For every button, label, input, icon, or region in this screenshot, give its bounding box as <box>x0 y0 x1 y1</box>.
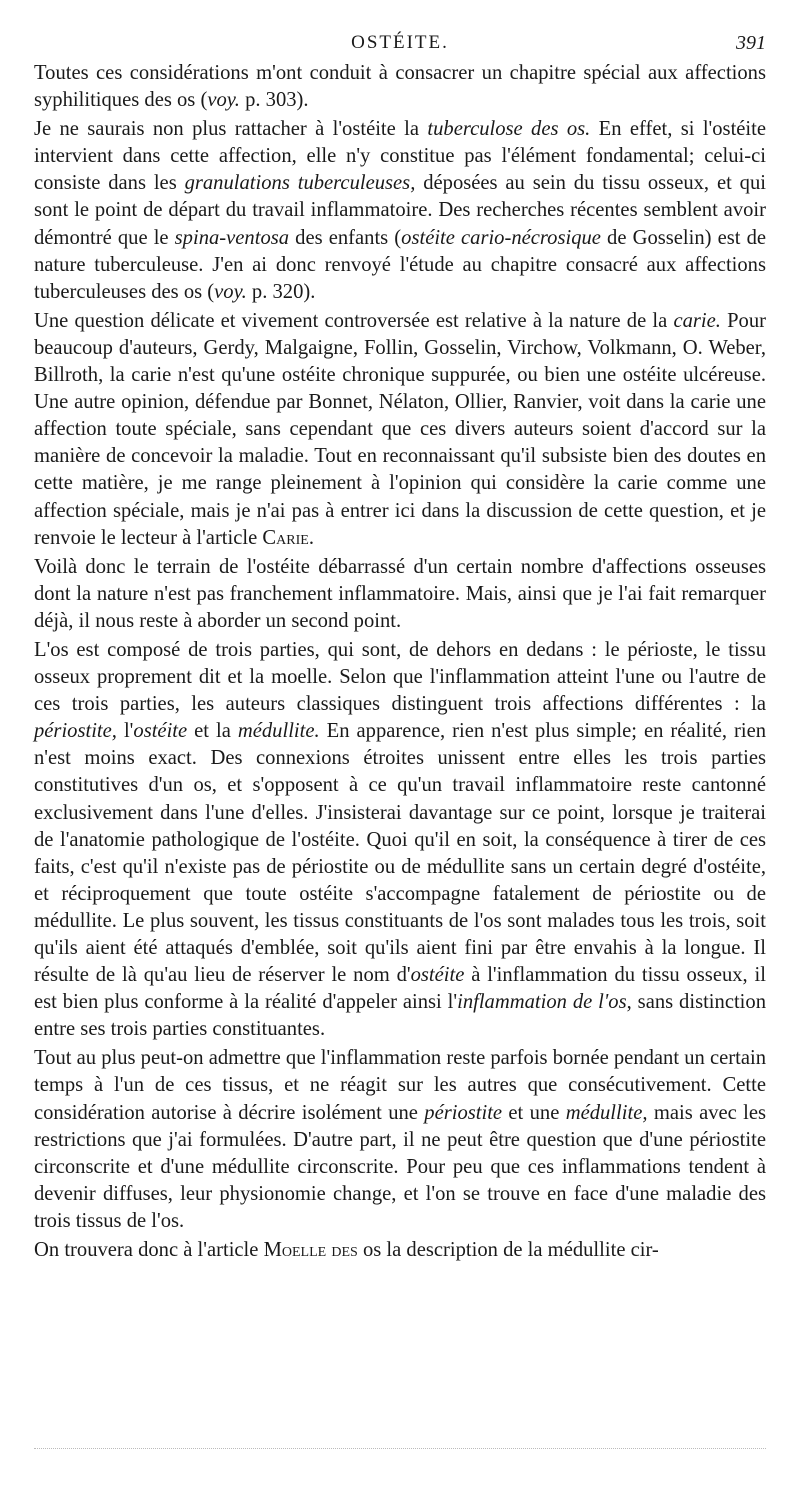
italic-run: médullite. <box>237 720 320 743</box>
text-run: L'os est composé de trois parties, qui sont, de dehors en dedans : le périoste, le tissu osseux proprement dit et la moelle. Selon que l'inflammation atteint l'une ou l'autre de ces trois parties, les auteurs classiques distinguent trois affections différentes : la <box>34 638 766 716</box>
italic-run: voy. <box>207 89 240 112</box>
paragraph-4 <box>34 554 766 635</box>
paragraph-3 <box>34 308 766 552</box>
italic-run: granulations tuberculeuses, <box>184 172 416 195</box>
text-run: os la description de la médullite cir- <box>357 1239 659 1262</box>
page-number: 391 <box>736 32 766 54</box>
text-run: Une question délicate et vivement controversée est relative à la nature de la <box>34 309 674 332</box>
text-run: p. 303). <box>239 89 309 112</box>
italic-run: ostéite <box>410 964 465 987</box>
paragraph-7 <box>34 1237 766 1264</box>
text-run: de Gosselin) est de nature tuberculeuse. J'en ai donc renvoyé l'étude au chapitre consacré aux affections tuberculeuses des os ( <box>34 226 767 303</box>
paragraph-6 <box>34 1045 766 1235</box>
text-run: Toutes ces considérations m'ont conduit à consacrer un chapitre spécial aux affections syphilitiques des os ( <box>34 62 766 112</box>
italic-run: ostéite <box>133 720 188 743</box>
italic-run: médullite, <box>565 1101 648 1124</box>
text-run: p. 320). <box>246 280 316 303</box>
text-run: mais avec les restrictions que j'ai formulées. D'autre part, il ne peut être question que d'une périostite circonscrite et d'une médullite circonscrite. Pour peu que ces inflammations tendent à devenir diffuses, leur physionomie change, et l'on se trouve en face d'une maladie des trois tissus de l'os. <box>34 1101 767 1232</box>
text-run: Pour beaucoup d'auteurs, Gerdy, Malgaigne, Follin, Gosselin, Virchow, Volkmann, O. Weber, Billroth, la carie n'est qu'une ostéite chronique suppurée, ou bien une ostéite ulcéreuse. Une autre opinion, défendue par Bonnet, Nélaton, Ollier, Ranvier, voit dans la carie une affection toute spéciale, sans cependant que ces divers auteurs soient d'accord sur la manière de concevoir la maladie. Tout en reconnaissant qu'il subsiste bien des doutes en cette matière, je me range pleinement à l'opinion qui considère la carie comme une affection spéciale, mais je n'ai pas à entrer ici dans la discussion de cette question, et je renvoie le lecteur à l'article <box>34 309 766 549</box>
italic-run: inflammation de l'os <box>457 991 627 1014</box>
text-run: En apparence, rien n'est plus simple; en réalité, rien n'est moins exact. Des connexions étroites unissent entre elles les trois parties constitutives d'un os, et s'opposent à ce qu'un travail inflammatoire reste cantonné exclusivement dans l'une d'elles. J'insisterai davantage sur ce point, lorsque je traiterai de l'anatomie pathologique de l'ostéite. Quoi qu'il en soit, la conséquence à tirer de ces faits, c'est qu'il n'existe pas de périostite ou de médullite sans un certain degré d'ostéite, et réciproquement que toute ostéite s'accompagne fatalement de périostite ou de médullite. Le plus souvent, les tissus constituants de l'os sont malades tous les trois, soit qu'ils aient été attaqués d'emblée, soit qu'ils aient fini par être envahis à la longue. Il résulte de là qu'au lieu de réserver le nom d' <box>34 720 767 987</box>
italic-run: carie. <box>673 309 721 332</box>
italic-run: voy. <box>214 280 247 303</box>
text-run: On trouvera donc à l'article <box>34 1239 264 1262</box>
page-header <box>34 26 766 56</box>
small-caps-run: Moelle des <box>263 1239 358 1262</box>
text-run: des enfants ( <box>289 226 402 249</box>
page-bottom-artifact <box>34 1448 766 1449</box>
italic-run: spina-ventosa <box>174 226 290 249</box>
text-run: et la <box>187 720 238 743</box>
paragraph-2 <box>34 116 766 306</box>
text-run: à l'inflammation du tissu osseux, il est bien plus conforme à la réalité d'appeler ainsi l' <box>34 964 766 1014</box>
text-run: déposées au sein du tissu osseux, et qui sont le point de départ du travail inflammatoire. Des recherches récentes semblent avoir démontré que le <box>34 172 766 249</box>
body-text <box>34 60 766 1264</box>
running-title: OSTÉITE. <box>351 32 449 53</box>
italic-run: périostite, <box>34 720 117 743</box>
paragraph-1 <box>34 60 766 114</box>
text-run: et une <box>502 1101 566 1124</box>
text-run: En effet, si l'ostéite intervient dans cette affection, elle n'y constitue pas l'élément fondamental; celui-ci consiste dans les <box>34 118 767 195</box>
text-run: Je ne saurais non plus rattacher à l'ostéite la <box>34 118 428 141</box>
text-run: Voilà donc le terrain de l'ostéite débarrassé d'un certain nombre d'affections osseuses dont la nature n'est pas franchement inflammatoire. Mais, ainsi que je l'ai fait remarquer déjà, il nous reste à aborder un second point. <box>34 555 766 632</box>
italic-run: ostéite cario-nécrosique <box>401 226 601 249</box>
text-run: , sans distinction entre ses trois parties constituantes. <box>34 991 766 1041</box>
italic-run: tuberculose des os. <box>427 118 591 141</box>
italic-run: périostite <box>424 1101 503 1124</box>
small-caps-run: Carie <box>262 526 309 549</box>
text-run: . <box>308 526 314 549</box>
text-run: l' <box>116 720 134 743</box>
paragraph-5 <box>34 637 766 1043</box>
text-run: Tout au plus peut-on admettre que l'inflammation reste parfois bornée pendant un certain temps à l'un de ces tissus, et ne réagit sur les autres que consécutivement. Cette considération autorise à décrire isolément une <box>34 1047 766 1124</box>
